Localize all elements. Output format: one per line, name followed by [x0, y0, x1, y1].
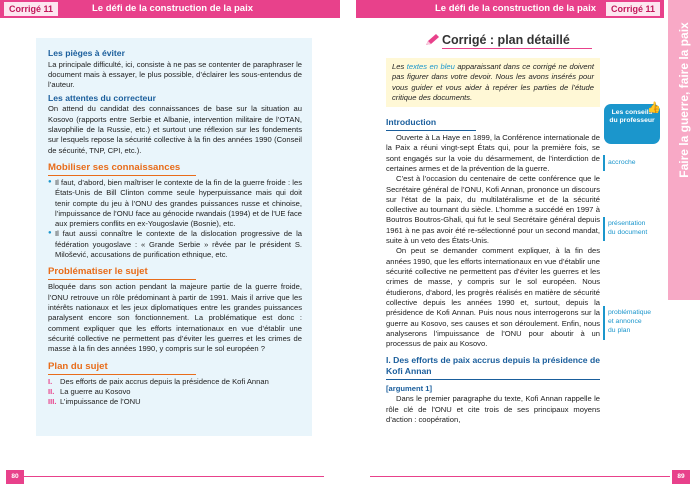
- plan-heading: Plan du sujet: [48, 360, 196, 375]
- corrige-title-block: [424, 30, 600, 52]
- plan-item-number: I.: [48, 376, 53, 386]
- header-bar-right: [356, 0, 664, 18]
- section-1-heading: I. Des efforts de paix accrus depuis la présidence de Kofi Annan: [386, 355, 600, 380]
- plan-item-text: L’impuissance de l’ONU: [60, 397, 141, 407]
- note-text-post: apparaissant dans ce corrigé ne doivent pas figurer dans votre devoir. Nous les avons insérés pour vous guider et vous aider à repérer les parties de l’étude critique des documents.: [392, 62, 594, 102]
- note-text-pre: Les: [392, 62, 407, 71]
- plan-item-text: La guerre au Kosovo: [60, 387, 131, 397]
- page-number-right: 89: [672, 470, 690, 484]
- mobiliser-bullet-2: ● Il faut aussi connaître le contexte de la dislocation progressive de la fédération yougoslave : « Grande Serbie » rêvée par le président S. Milošević, accusations de purification ethnique, etc.: [48, 229, 302, 260]
- left-page-panel: [36, 38, 312, 436]
- intro-paragraph-3: On peut se demander comment expliquer, à la fin des années 1990, que les efforts internationaux en vue d’établir une sécurité collective ne permettent pas d’éviter les guerres et les crimes de masse, y compris sur le sol européen. Nous étudierons, d’abord, les progrès réalisés en matière de sécurité collective depuis les années 1990 et, surtout, depuis la présidence de Kofi Annan. Puis nous nous interrogerons sur la guerre au Kosovo, ses causes et son déroulement. Enfin, nous analyserons l’impuissance de l’ONU pour aboutir à un processus de paix au Kosovo.: [386, 246, 600, 349]
- annotation-accroche: accroche: [608, 159, 636, 166]
- attentes-text: On attend du candidat des connaissances de base sur la situation au Kosovo (rapports entre Serbie et Albanie, intervention militaire de l’OTAN, slavophilie de la Russie, etc.) et surtout une réflexion sur les fondements sur lesquels repose la sécurité collective à la fin des années 1990 (Conseil de sécurité, TNP, CPI, etc.).: [48, 104, 302, 155]
- header-title-right: Le défi de la construction de la paix: [434, 3, 596, 14]
- annotation-problematique: [608, 309, 651, 335]
- intro-paragraph-2: C’est à l’occasion du centenaire de cette conférence que le Secrétaire général de l’ONU, Kofi Annan, prononce un discours sur l’état de la paix, du multilatéralisme et de la sécurité collective au tournant du siècle. L’homme a succédé en 1997 à Boutros Boutros-Ghali, qui fut le seul Secrétaire général depuis 1961 à ne pas avoir été re-sélectionné pour un second mandat, suite à un veto des États-Unis.: [386, 174, 600, 246]
- pieges-heading: Les pièges à éviter: [48, 48, 125, 58]
- annotation-line: présentation: [608, 220, 646, 227]
- thumbs-up-icon: 👍: [647, 102, 661, 114]
- footer-rule-left: [24, 476, 324, 477]
- instructions-note: [386, 58, 600, 107]
- plan-item: [48, 377, 302, 387]
- title-underline: [442, 48, 592, 49]
- annotation-line: du plan: [608, 326, 631, 334]
- conseils-line-2: du professeur: [609, 117, 655, 125]
- plan-item: [48, 387, 302, 397]
- attentes-heading: Les attentes du correcteur: [48, 92, 156, 103]
- footer-rule-right: [370, 476, 670, 477]
- plan-item: [48, 397, 302, 407]
- annotation-bar: [603, 155, 605, 171]
- right-page-content: [386, 30, 600, 425]
- page-number-left: 80: [6, 470, 24, 484]
- argument-label: [argument 1]: [386, 383, 432, 393]
- annotation-line: du document: [608, 228, 648, 236]
- mobiliser-bullet-1: ● Il faut, d’abord, bien maîtriser le contexte de la fin de la guerre froide : les États-Unis de Bill Clinton comme seule hyperpuissance mais qui doit tenir compte du jeu à l’ONU des grandes puissances russe et chinoise, l’impuissance de l’ONU face au génocide rwandais (1994) et de l’UE face aux premiers conflits en ex-Yougoslavie (Bosnie), etc.: [48, 178, 302, 230]
- plan-item-number: III.: [48, 397, 57, 407]
- corrige-title: Corrigé : plan détaillé: [442, 33, 570, 47]
- annotation-bar: [603, 217, 605, 241]
- annotation-line: problématique: [608, 309, 652, 316]
- chapter-tag-left: Corrigé 11: [4, 2, 58, 16]
- plan-item-number: II.: [48, 387, 55, 397]
- introduction-heading: Introduction: [386, 117, 476, 131]
- chapter-tag-right: Corrigé 11: [606, 2, 660, 16]
- plan-item-text: Des efforts de paix accrus depuis la présidence de Kofi Annan: [60, 376, 269, 386]
- header-bar-left: [0, 0, 340, 18]
- conseils-line-1: Les conseils: [611, 109, 653, 116]
- section-1-text: Dans le premier paragraphe du texte, Kofi Annan rappelle le rôle clé de l’ONU et cite trois de ses principaux moyens d’action : coopération,: [386, 394, 600, 424]
- problematiser-heading: Problématiser le sujet: [48, 265, 196, 280]
- annotation-line: et annonce: [608, 317, 642, 325]
- mobiliser-heading: Mobiliser ses connaissances: [48, 161, 196, 176]
- pencil-icon: [424, 33, 440, 47]
- pieges-text: La principale difficulté, ici, consiste à ne pas se contenter de paraphraser le document mais à essayer, le plus possible, d’éclairer les sous-entendus de l’auteur.: [48, 59, 302, 90]
- header-title-left: Le défi de la construction de la paix: [92, 3, 254, 14]
- note-text-blue: textes en bleu: [406, 62, 455, 71]
- annotation-presentation: [608, 220, 647, 238]
- problematiser-text: Bloquée dans son action pendant la majeure partie de la guerre froide, l’ONU retrouve un rôle prédominant à partir de 1991. Mais il arrive que les intérêts nationaux et les jeux diplomatiques entre les grandes puissances paralysent encore son fonctionnement. La problématique est donc : comment expliquer que les efforts internationaux en vue d’établir une sécurité collective ne permettent pas d’éviter les guerres et les crimes de masse à la fin des années 1990, y compris sur le sol européen ?: [48, 282, 302, 354]
- section-side-tab-label: Faire la guerre, faire la paix: [676, 22, 691, 178]
- annotation-bar: [603, 306, 605, 340]
- intro-paragraph-1: Ouverte à La Haye en 1899, la Conférence internationale de la Paix a réuni vingt-sept États qui, pour la première fois, se sont engagés sur la voie du désarmement, de l’interdiction de certaines armes et de la prévention de la guerre.: [386, 132, 600, 173]
